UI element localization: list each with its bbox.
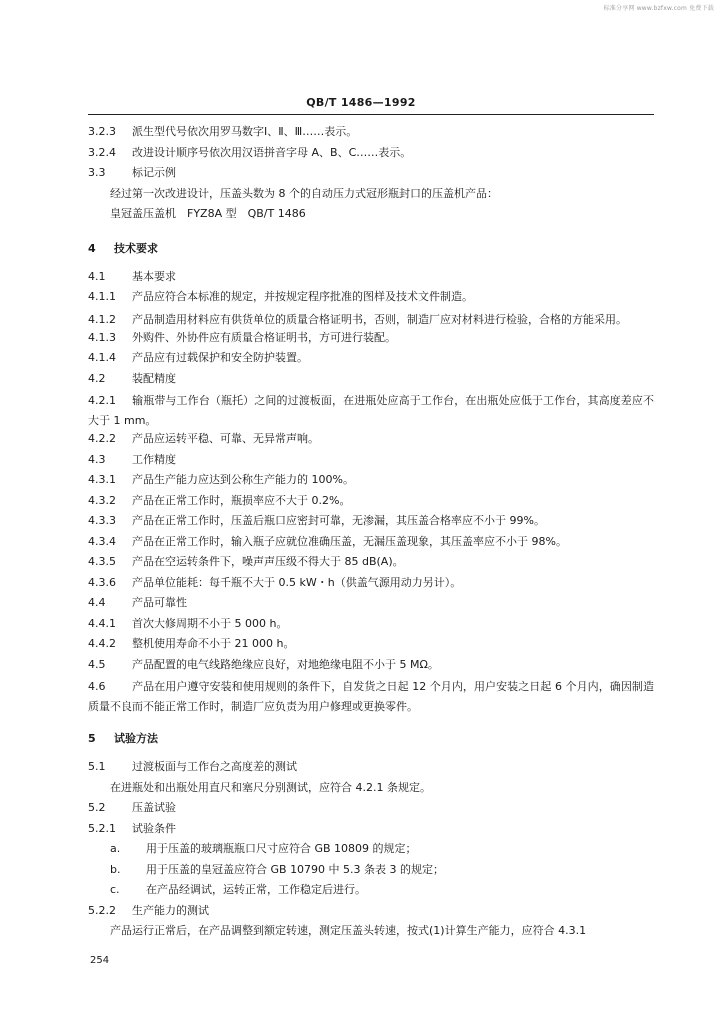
clause-text: 外购件、外协件应有质量合格证明书，方可进行装配。 [132,330,396,344]
clause-text: 产品应符合本标准的规定，并按规定程序批准的图样及技术文件制造。 [132,290,473,303]
clause-text: 工作精度 [132,452,176,466]
clause-number: 4.2.2 [88,432,116,445]
clause-3-2-3 [88,124,654,145]
clause-text: 产品在正常工作时，瓶损率应不大于 0.2%。 [132,493,351,507]
clause-number: 4.4.2 [88,637,116,650]
clause-text: 产品可靠性 [132,596,187,609]
clause-text: 压盖试验 [132,801,176,814]
clause-4-3-1 [88,472,654,493]
clause-5-2-2-body [88,923,654,944]
clause-4-3-4 [88,534,654,555]
clause-text: 改进设计顺序号依次用汉语拼音字母 A、B、C……表示。 [132,145,412,159]
clause-4-4-2 [88,636,654,657]
clause-4-2 [88,371,654,392]
clause-4-2-1 [88,391,654,431]
list-text: 用于压盖的皇冠盖应符合 GB 10790 中 5.3 条表 3 的规定； [146,862,445,876]
document-body [88,124,654,944]
clause-text: 经过第一次改进设计，压盖头数为 8 个的自动压力式冠形瓶封口的压盖机产品： [110,186,498,200]
clause-text: 产品在空运转条件下，噪声声压级不得大于 85 dB(A)。 [132,555,404,568]
clause-number: 4.6 [88,680,106,693]
clause-4-4 [88,595,654,616]
clause-text: 产品在正常工作时，输入瓶子应就位准确压盖，无漏压盖现象，其压盖率应不小于 98%。 [132,534,567,548]
clause-number: 4.3 [88,452,106,466]
clause-number: 4.5 [88,657,106,671]
clause-number: 4.1.1 [88,290,116,303]
list-label: b. [110,862,121,876]
clause-number: 4.3.3 [88,514,116,527]
clause-number: 5.2.2 [88,903,116,917]
clause-text: 产品生产能力应达到公称生产能力的 100%。 [132,473,354,486]
clause-text: 产品运行正常后，在产品调整到额定转速，测定压盖头转速，按式(1)计算生产能力，应符合 4.3.1 [110,924,587,937]
clause-4-3-5 [88,554,654,575]
clause-text: 产品单位能耗：每千瓶不大于 0.5 kW・h（供盖气源用动力另计）。 [132,575,462,589]
clause-text: 产品制造用材料应有供货单位的质量合格证明书，否则，制造厂应对材料进行检验，合格的方能采用。 [132,312,627,326]
clause-4-6 [88,677,654,717]
section-number: 4 [88,241,96,255]
list-text: 用于压盖的玻璃瓶瓶口尺寸应符合 GB 10809 的规定； [146,842,417,855]
clause-4-1-4 [88,350,654,371]
section-heading-4 [88,241,654,257]
clause-4-1-1 [88,289,654,310]
condition-b [88,862,654,883]
condition-c [88,882,654,903]
section-title: 技术要求 [114,241,158,255]
clause-text: 试验条件 [132,821,176,835]
clause-number: 3.3 [88,166,106,179]
clause-number: 5.2.1 [88,821,116,835]
clause-text: 皇冠盖压盖机 FYZ8A 型 QB/T 1486 [110,207,306,220]
clause-text: 在进瓶处和出瓶处用直尺和塞尺分别测试，应符合 4.2.1 条规定。 [110,780,431,794]
clause-4-2-2 [88,431,654,452]
clause-4-3-2 [88,493,654,514]
clause-4-3 [88,452,654,473]
clause-number: 4.1.4 [88,351,116,364]
clause-number: 4.4 [88,596,106,609]
clause-4-1 [88,269,654,290]
clause-number: 5.2 [88,801,106,814]
clause-5-1-body [88,780,654,801]
clause-number: 4.1.3 [88,330,116,344]
clause-number: 4.1.2 [88,312,116,326]
section-title: 试验方法 [114,732,158,745]
example-description [88,186,654,207]
clause-number: 4.2.1 [88,394,116,407]
clause-4-3-6 [88,575,654,596]
clause-number: 4.2 [88,371,106,385]
clause-4-1-3 [88,330,654,351]
clause-text: 派生型代号依次用罗马数字Ⅰ、Ⅱ、Ⅲ……表示。 [132,125,358,138]
list-label: c. [110,883,120,896]
clause-number: 4.3.6 [88,575,116,589]
clause-text: 产品在用户遵守安装和使用规则的条件下，自发货之日起 12 个月内，用户安装之日起 6 个月内，确因制造质量不良而不能正常工作时，制造厂应负责为用户修理或更换零件。 [88,680,654,713]
clause-text: 过渡板面与工作台之高度差的测试 [132,760,297,773]
clause-number: 4.1 [88,269,106,283]
clause-4-3-3 [88,513,654,534]
clause-text: 产品应运转平稳、可靠、无异常声响。 [132,432,319,445]
example-marking [88,206,654,227]
header-rule [88,114,654,115]
clause-4-1-2 [88,310,654,330]
clause-number: 5.1 [88,760,106,773]
clause-3-3 [88,165,654,186]
clause-number: 4.3.1 [88,473,116,486]
clause-text: 生产能力的测试 [132,903,209,917]
section-number: 5 [88,732,96,745]
clause-number: 3.2.4 [88,145,116,159]
section-heading-5 [88,731,654,747]
page-header-standard-number: QB/T 1486—1992 [306,96,416,109]
clause-text: 输瓶带与工作台（瓶托）之间的过渡板面，在进瓶处应高于工作台，在出瓶处应低于工作台，其高度差应不大于 1 mm。 [88,394,654,427]
clause-5-1 [88,759,654,780]
condition-a [88,841,654,862]
clause-number: 4.3.2 [88,493,116,507]
clause-number: 4.4.1 [88,616,116,630]
clause-4-4-1 [88,616,654,637]
clause-5-2-1 [88,821,654,842]
clause-number: 4.3.5 [88,555,116,568]
clause-text: 标记示例 [132,166,176,179]
clause-3-2-4 [88,145,654,166]
list-text: 在产品经调试，运转正常，工作稳定后进行。 [146,883,366,896]
clause-5-2 [88,800,654,821]
clause-number: 3.2.3 [88,125,116,138]
clause-text: 整机使用寿命不小于 21 000 h。 [132,637,295,650]
clause-text: 产品应有过载保护和安全防护装置。 [132,351,308,364]
clause-4-5 [88,657,654,678]
clause-text: 产品在正常工作时，压盖后瓶口应密封可靠，无渗漏，其压盖合格率应不小于 99%。 [132,514,545,527]
clause-number: 4.3.4 [88,534,116,548]
watermark: 标准分享网 www.bzfxw.com 免费下载 [603,5,714,12]
clause-5-2-2 [88,903,654,924]
clause-text: 装配精度 [132,371,176,385]
list-label: a. [110,842,121,855]
clause-text: 基本要求 [132,269,176,283]
page-number: 254 [90,955,110,966]
clause-text: 首次大修周期不小于 5 000 h。 [132,616,288,630]
clause-text: 产品配置的电气线路绝缘应良好，对地绝缘电阻不小于 5 MΩ。 [132,657,439,671]
